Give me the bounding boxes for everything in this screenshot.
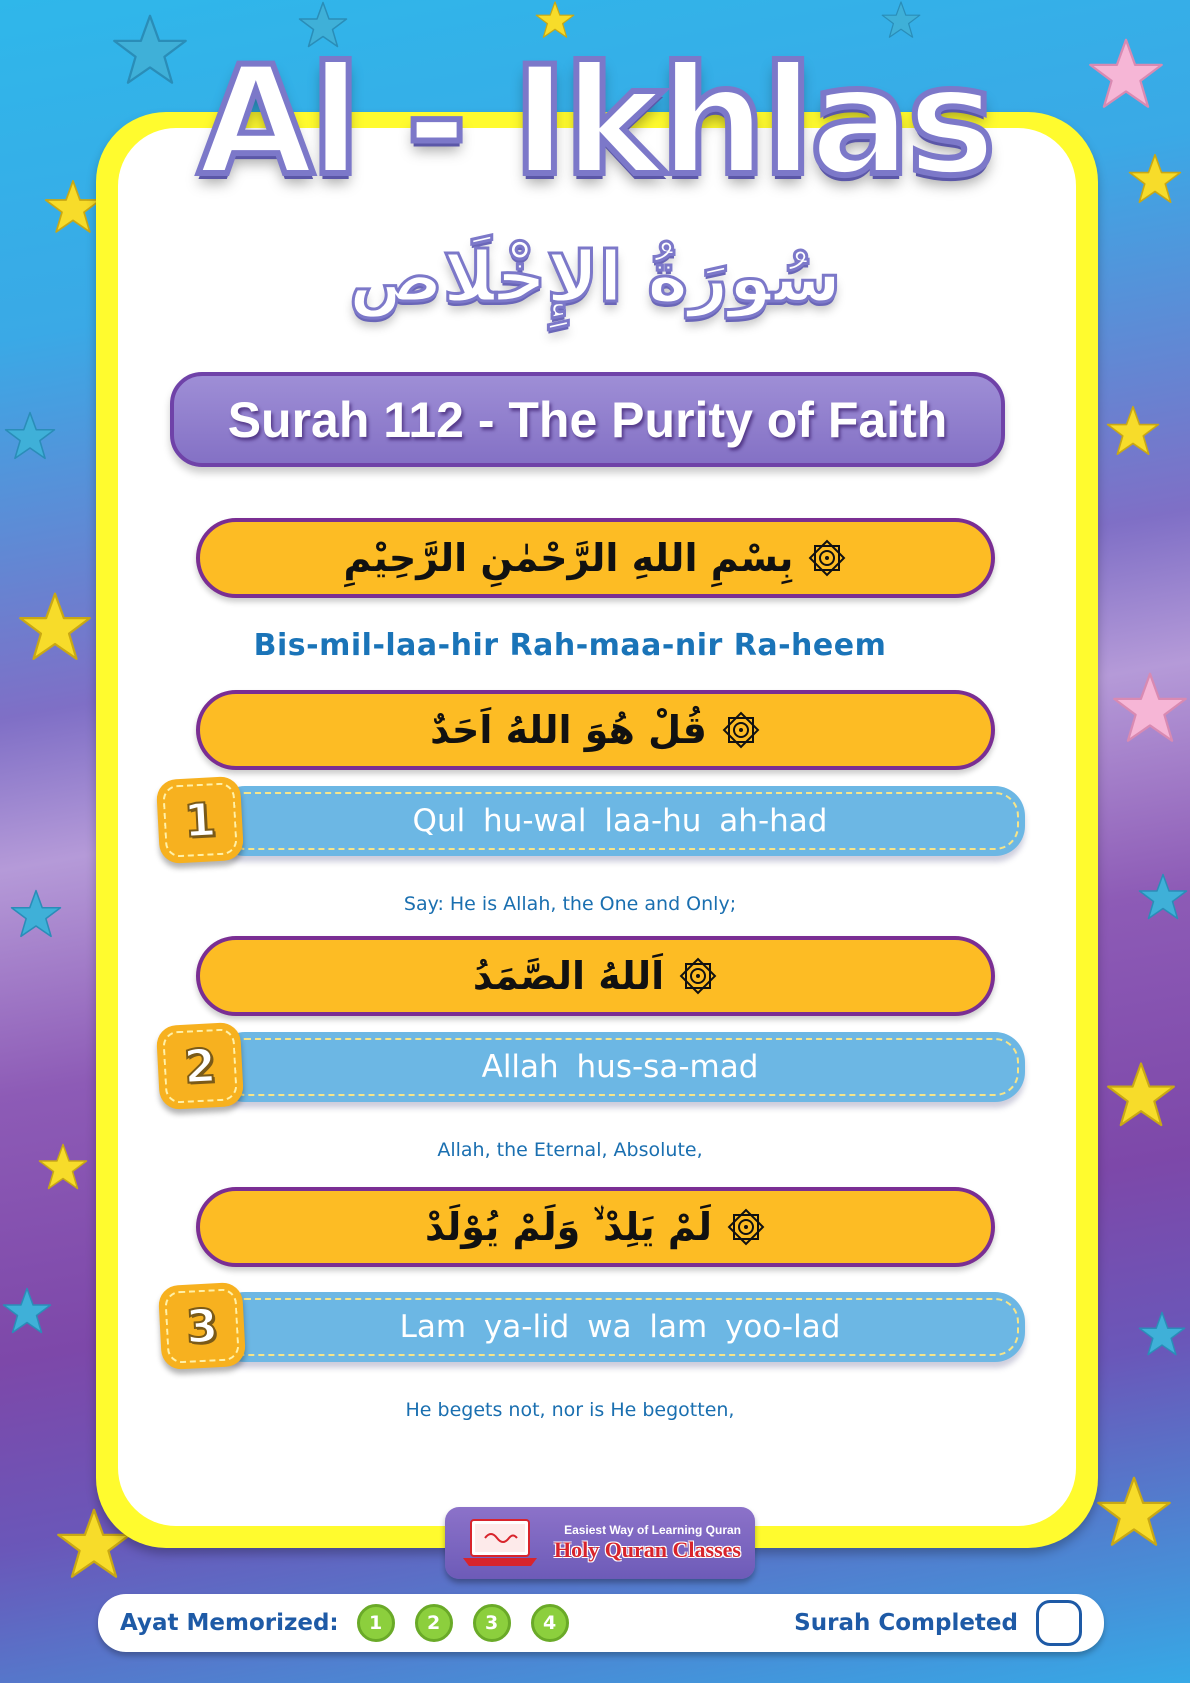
brand-logo: [445, 1507, 755, 1579]
ayah-3-arabic: لَمْ يَلِدْ ۙ وَلَمْ يُوْلَدْ: [425, 1204, 712, 1249]
ayah-2-arabic: اَللهُ الصَّمَدُ: [472, 954, 665, 998]
ayah-marker-icon: [721, 710, 761, 750]
arabic-title: سُورَةُ الإِخْلَاص: [348, 236, 842, 318]
ayat-memorized-label: Ayat Memorized:: [120, 1610, 339, 1636]
ayah-2-arabic-ribbon: [196, 936, 995, 1016]
ayah-1-translation: Say: He is Allah, the One and Only;: [403, 893, 737, 915]
page-title: Al - Ikhlas: [197, 35, 993, 209]
star-icon: [1106, 404, 1160, 458]
ayah-1-arabic: قُلْ هُوَ اللهُ اَحَدٌ: [430, 708, 707, 752]
ayah-circle-2[interactable]: 2: [415, 1604, 453, 1642]
ayah-circle-3[interactable]: 3: [473, 1604, 511, 1642]
logo-tagline: Easiest Way of Learning Quran: [564, 1523, 741, 1537]
ayah-2-transliteration: Allah hus-sa-mad: [481, 1049, 759, 1085]
star-icon: [1112, 670, 1188, 746]
bismillah-transliteration: Bis-mil-laa-hir Rah-maa-nir Ra-heem: [253, 628, 887, 663]
ayah-3-transliteration: Lam ya-lid wa lam yoo-lad: [399, 1309, 841, 1345]
star-icon: [530, 0, 580, 40]
ayah-circle-1[interactable]: 1: [357, 1604, 395, 1642]
star-icon: [1138, 872, 1188, 922]
ayah-1-number: 1: [182, 792, 218, 848]
subtitle-banner: [170, 372, 1005, 467]
star-icon: [2, 1286, 52, 1336]
ayah-2-transliteration-ribbon: [215, 1032, 1025, 1102]
progress-footer: [98, 1594, 1104, 1652]
ayah-2-number: 2: [182, 1038, 218, 1094]
star-icon: [1096, 1474, 1172, 1550]
ayah-3-transliteration-ribbon: [215, 1292, 1025, 1362]
bismillah-arabic: بِسْمِ اللهِ الرَّحْمٰنِ الرَّحِيْمِ: [343, 536, 794, 580]
ayah-2-translation: Allah, the Eternal, Absolute,: [437, 1139, 703, 1161]
surah-completed-label: Surah Completed: [794, 1610, 1018, 1636]
ayah-marker-icon: [807, 538, 847, 578]
ayah-2-number-badge: [156, 1022, 244, 1110]
ayah-3-translation: He begets not, nor is He begotten,: [405, 1399, 735, 1421]
ayat-progress-circles: [357, 1604, 569, 1642]
ayah-1-number-badge: [156, 776, 244, 864]
ayah-1-arabic-ribbon: [196, 690, 995, 770]
bismillah-ribbon: [196, 518, 995, 598]
surah-completed-checkbox[interactable]: [1036, 1600, 1082, 1646]
ayah-circle-4[interactable]: 4: [531, 1604, 569, 1642]
logo-name: Holy Quran Classes: [553, 1537, 741, 1562]
ayah-3-number-badge: [158, 1282, 246, 1370]
ayah-3-arabic-ribbon: [196, 1187, 995, 1267]
ayah-marker-icon: [678, 956, 718, 996]
star-icon: [4, 410, 56, 462]
ayah-1-transliteration: Qul hu-wal laa-hu ah-had: [412, 803, 828, 839]
laptop-quran-icon: [459, 1518, 541, 1568]
star-icon: [875, 0, 927, 40]
star-icon: [1138, 1310, 1186, 1358]
ayah-marker-icon: [726, 1207, 766, 1247]
ayah-3-number: 3: [184, 1298, 220, 1354]
subtitle-text: Surah 112 - The Purity of Faith: [227, 391, 948, 448]
ayah-1-transliteration-ribbon: [215, 786, 1025, 856]
star-icon: [1106, 1060, 1176, 1130]
